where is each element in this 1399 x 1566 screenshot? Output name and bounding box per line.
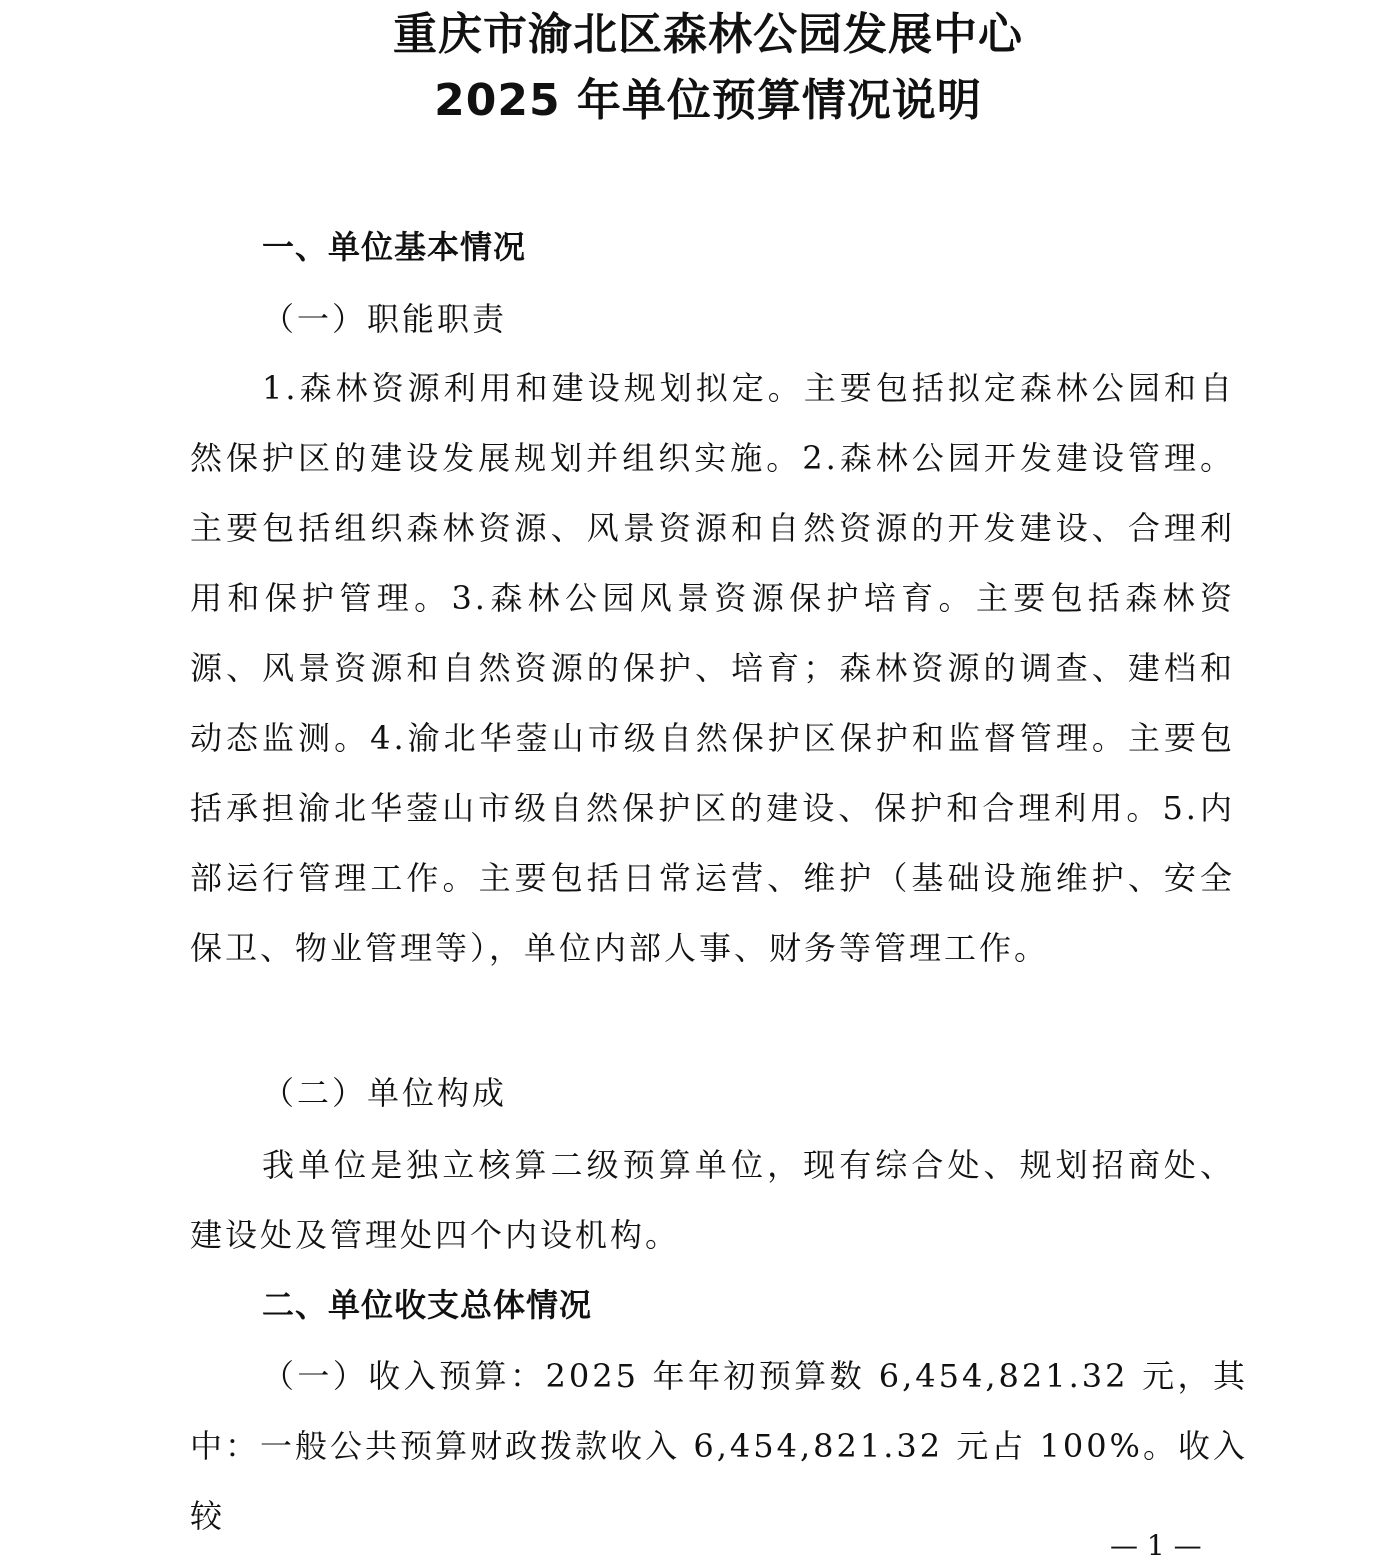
page-number: — 1 — <box>1110 1529 1202 1562</box>
income-budget-paragraph: （一）收入预算：2025 年年初预算数 6,454,821.32 元，其中：一般公共预算财政拨款收入 6,454,821.32 元占 100%。收入较 <box>190 1357 1248 1535</box>
section2-heading: 二、单位收支总体情况 <box>262 1286 593 1324</box>
duties-paragraph: 1.森林资源利用和建设规划拟定。主要包括拟定森林公园和自然保护区的建设发展规划并组织实施。2.森林公园开发建设管理。主要包括组织森林资源、风景资源和自然资源的开发建设、合理利用和保护管理。3.森林公园风景资源保护培育。主要包括森林资源、风景资源和自然资源的保护、培育；森林资源的调查、建档和动态监测。4.渝北华蓥山市级自然保护区保护和监督管理。主要包括承担渝北华蓥山市级自然保护区的建设、保护和合理利用。5.内部运行管理工作。主要包括日常运营、维护（基础设施维护、安全保卫、物业管理等），单位内部人事、财务等管理工作。 <box>190 369 1235 967</box>
structure-paragraph: 我单位是独立核算二级预算单位，现有综合处、规划招商处、建设处及管理处四个内设机构。 <box>190 1146 1235 1254</box>
section1-sub2-heading: （二）单位构成 <box>262 1074 508 1112</box>
section1-sub1-heading: （一）职能职责 <box>262 300 508 338</box>
document-title-line2: 2025 年单位预算情况说明 <box>434 75 982 126</box>
document-title-line1: 重庆市渝北区森林公园发展中心 <box>393 9 1023 60</box>
section1-heading: 一、单位基本情况 <box>262 228 527 266</box>
